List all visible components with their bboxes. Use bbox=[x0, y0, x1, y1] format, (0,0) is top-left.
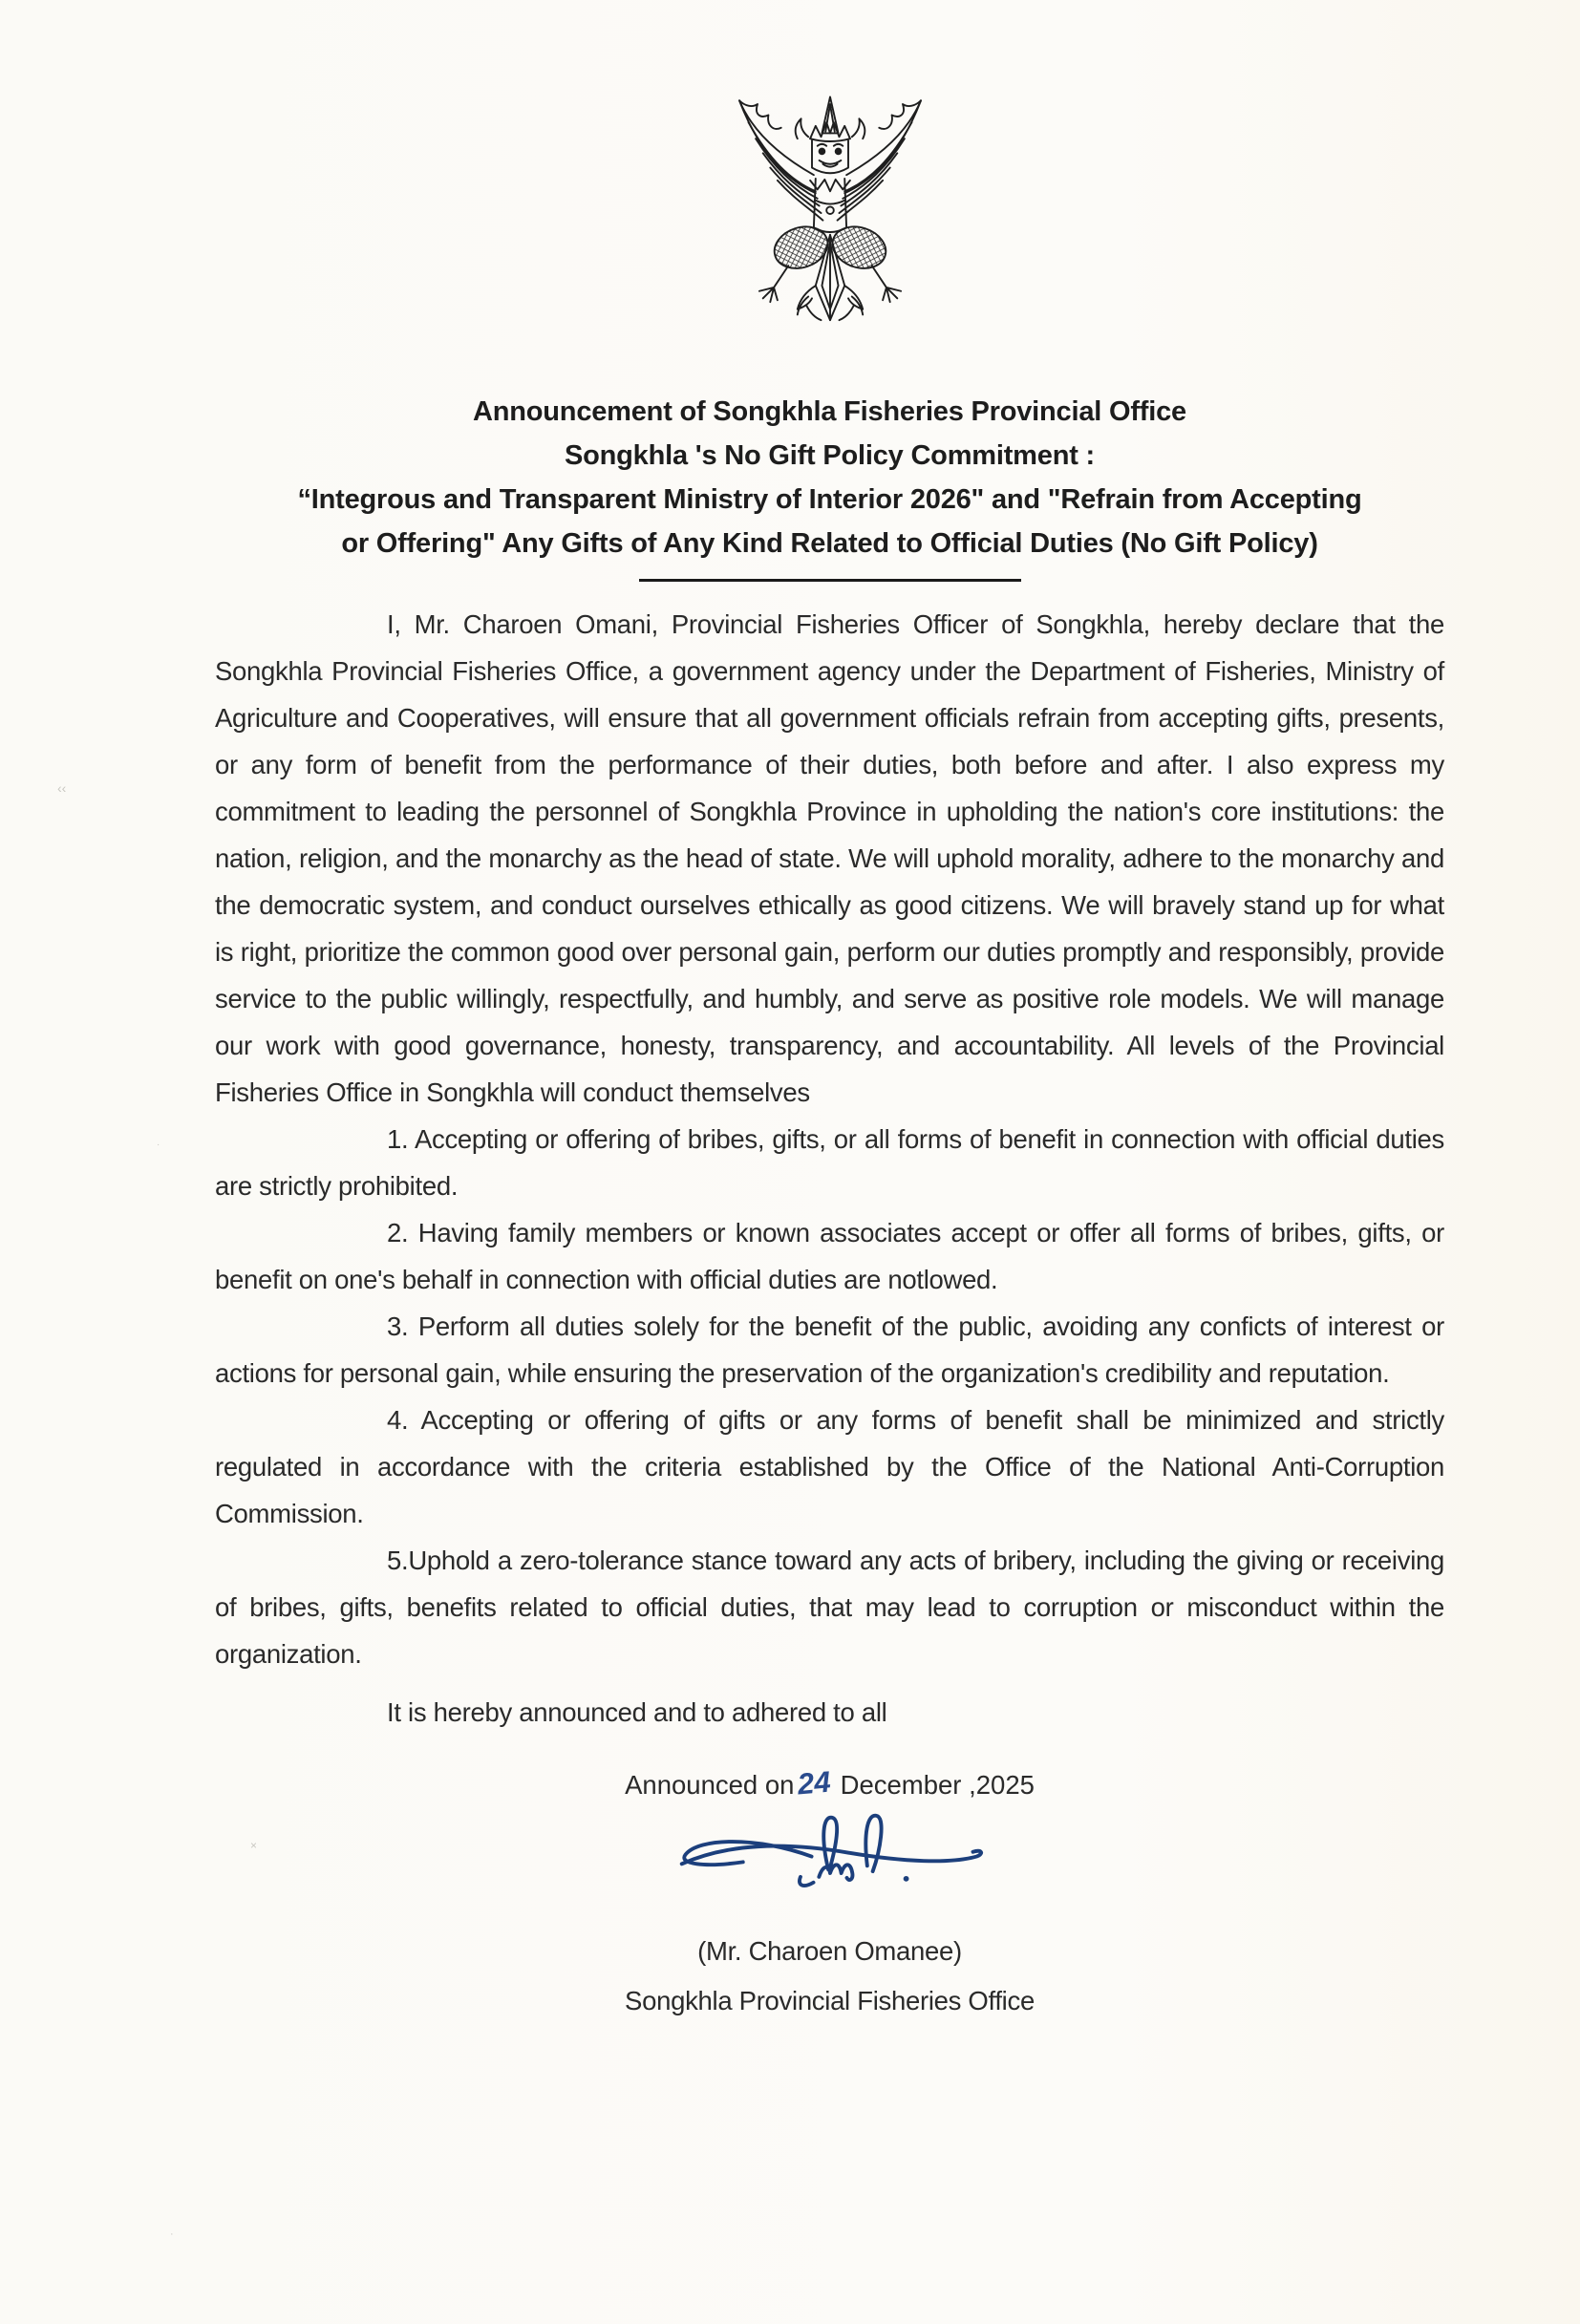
signer-name: (Mr. Charoen Omanee) bbox=[697, 1936, 962, 1966]
title-underline bbox=[639, 579, 1021, 582]
handwritten-day: 24 bbox=[796, 1764, 833, 1802]
garuda-emblem-icon bbox=[721, 91, 939, 337]
policy-item-2: 2. Having family members or known associates accept or offer all forms of bribes, gifts, or benefit on one's behalf in connection with official duties are notlowed. bbox=[215, 1218, 1444, 1294]
handwritten-signature-icon bbox=[673, 1810, 988, 1907]
title-line-4: or Offering" Any Gifts of Any Kind Related to Official Duties (No Gift Policy) bbox=[341, 528, 1318, 559]
document-page bbox=[0, 91, 1580, 2026]
policy-item-5: 5.Uphold a zero-tolerance stance toward any acts of bribery, including the giving or receiving of bribes, gifts, benefits related to official duties, that may lead to corruption or misconduct within the organization. bbox=[215, 1546, 1444, 1669]
closing-statement: It is hereby announced and to adhered to all bbox=[387, 1697, 887, 1727]
signer-organization: Songkhla Provincial Fisheries Office bbox=[625, 1986, 1035, 2015]
date-prefix: Announced on bbox=[625, 1770, 795, 1800]
title-line-3: “Integrous and Transparent Ministry of Interior 2026" and "Refrain from Accepting bbox=[297, 484, 1362, 515]
policy-item-1: 1. Accepting or offering of bribes, gifts, or all forms of benefit in connection with official duties are strictly prohibited. bbox=[215, 1124, 1444, 1201]
policy-item-3: 3. Perform all duties solely for the benefit of the public, avoiding any conficts of interest or actions for personal gain, while ensuring the preservation of the organization's credibility and reputation. bbox=[215, 1311, 1444, 1388]
scan-artifact: · bbox=[157, 1140, 160, 1150]
title-line-1: Announcement of Songkhla Fisheries Provincial Office bbox=[473, 396, 1186, 427]
scan-artifact: · bbox=[170, 2228, 174, 2240]
signature-container bbox=[215, 1810, 1444, 1909]
scan-artifact: ‹‹ bbox=[57, 780, 67, 796]
title-line-2: Songkhla 's No Gift Policy Commitment : bbox=[565, 440, 1095, 471]
body-block bbox=[215, 601, 1444, 1736]
scan-artifact: × bbox=[250, 1839, 258, 1852]
policy-item-4: 4. Accepting or offering of gifts or any forms of benefit shall be minimized and strictly regulated in accordance with the criteria established by the Office of the National Anti-Corruption Commission. bbox=[215, 1405, 1444, 1528]
title-block bbox=[215, 390, 1444, 582]
intro-paragraph: I, Mr. Charoen Omani, Provincial Fisheries Officer of Songkhla, hereby declare that the Songkhla Provincial Fisheries Office, a government agency under the Department of Fisheries, Ministry of Agriculture and Cooperatives, will ensure that all government officials refrain from accepting gifts, presents, or any form of benefit from the performance of their duties, both before and after. I also express my commitment to leading the personnel of Songkhla Province in upholding the nation's core institutions: the nation, religion, and the monarchy as the head of state. We will uphold morality, adhere to the monarchy and the democratic system, and conduct ourselves ethically as good citizens. We will bravely stand up for what is right, prioritize the common good over personal gain, perform our duties promptly and responsibly, provide service to the public willingly, respectfully, and humbly, and serve as positive role models. We will manage our work with good governance, honesty, transparency, and accountability. All levels of the Provincial Fisheries Office in Songkhla will conduct themselves bbox=[215, 609, 1444, 1107]
emblem-container bbox=[215, 91, 1444, 342]
date-suffix: December ,2025 bbox=[840, 1770, 1035, 1800]
announcement-date-line bbox=[215, 1760, 1444, 1808]
